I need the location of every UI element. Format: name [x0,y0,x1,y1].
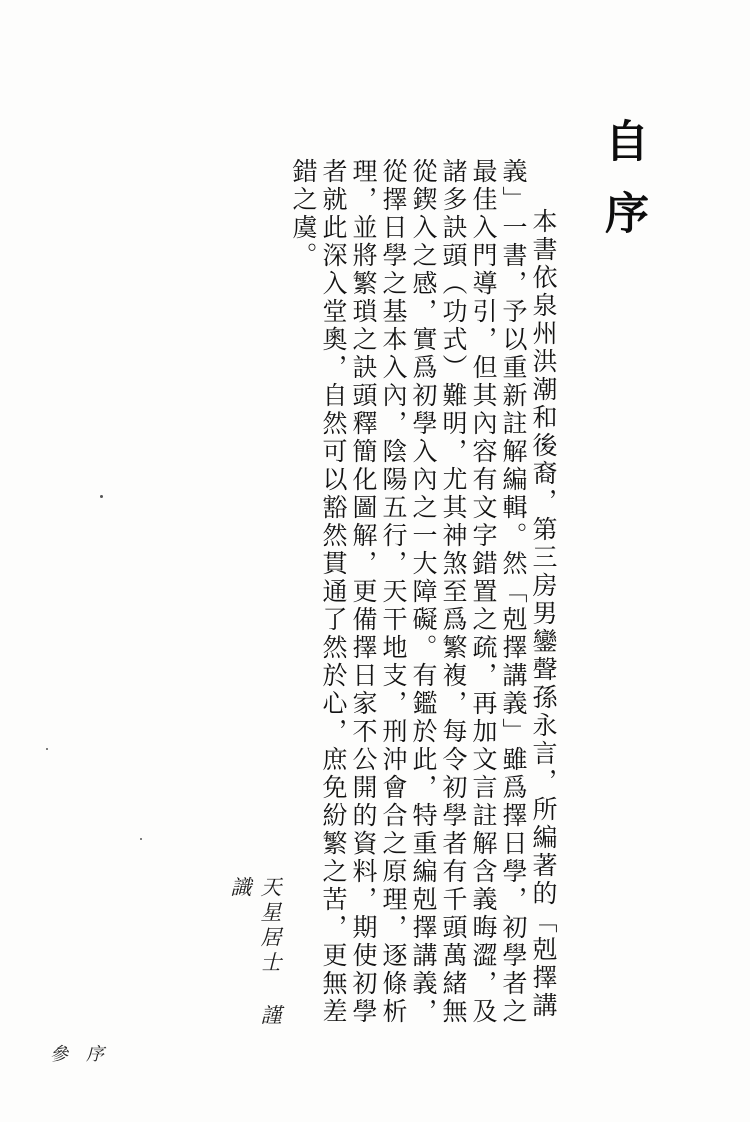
preface-body [288,158,558,1038]
page-title: 自序 [597,118,648,262]
author-signature [228,876,285,1036]
signature-name: 天星居士 [258,876,282,976]
preface-paragraph: 本書依泉州洪潮和後裔，第三房男鑾聲孫永言，所編著的「剋擇講義」一書，予以重新註解編輯。然「剋擇講義」雖爲擇日學，初學者之最佳入門導引，但其內容有文字錯置之疏，再加文言註解含義晦澀，及諸多訣頭（功式）難明，尤其神煞至爲繁複，每令初學者有千頭萬緒無從鍥入之感，實爲初學入內之一大障礙。有鑑於此，特重編剋擇講義，從擇日學之基本入內，陰陽五行，天干地支，刑沖會合之原理，逐條析理，並將繁瑣之訣頭釋簡化圖解，更備擇日家不公開的資料，期使初學者就此深入堂奧，自然可以豁然貫通了然於心，庶免紛繁之苦，更無差錯之虞。 [289,158,558,1026]
scan-speck [100,495,103,498]
signature-suffix: 謹識 [228,876,282,1029]
scan-speck [46,748,48,750]
page-footer: 參序 [50,1044,122,1065]
scan-speck [140,838,142,840]
